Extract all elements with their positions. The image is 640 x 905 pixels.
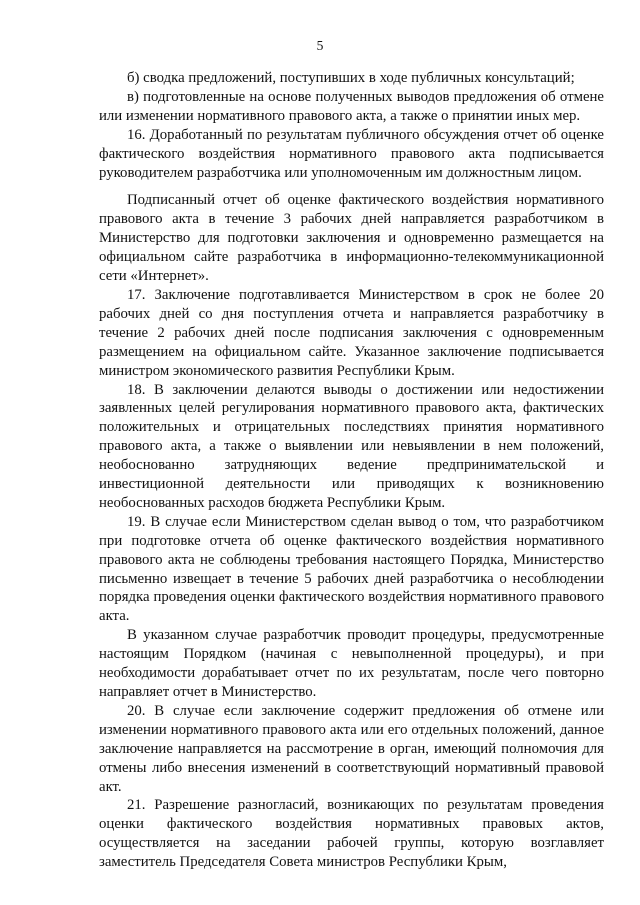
paragraph-17: 17. Заключение подготавливается Министерством в срок не более 20 рабочих дней со дня поступления отчета и направляется разработчику в течение 2 рабочих дней после подписания заключения с одновременным размещением на официальном сайте. Указанное заключение подписывается министром экономического развития Республики Крым. [99,286,604,379]
paragraph-16: 16. Доработанный по результатам публичного обсуждения отчет об оценке фактического воздействия нормативного правового акта подписывается руководителем разработчика или уполномоченным им должностным лицом. [99,126,604,181]
paragraph-subpoint-v: в) подготовленные на основе полученных выводов предложения об отмене или изменении нормативного правового акта, а также о принятии иных мер. [99,88,604,124]
page-number: 5 [316,38,324,53]
paragraph-18: 18. В заключении делаются выводы о достижении или недостижении заявленных целей регулирования нормативного правового акта, фактических положительных и отрицательных последствиях принятия нормативного правового акта, а также о выявлении или невыявлении в нем положений, необоснованно затрудняющих ведение предпринимательской и инвестиционной деятельности или приводящих к возникновению необоснованных расходов бюджета Республики Крым. [99,381,604,511]
paragraph-signed-report: Подписанный отчет об оценке фактического воздействия нормативного правового акта в течение 3 рабочих дней направляется разработчиком в Министерство для подготовки заключения и одновременно размещается на официальном сайте разработчика в информационно-телекоммуникационной сети «Интернет». [99,192,604,285]
document-body [99,69,604,872]
paragraph-19: 19. В случае если Министерством сделан вывод о том, что разработчиком при подготовке отчета об оценке фактического воздействия нормативного правового акта не соблюдены требования настоящего Порядка, Министерство письменно извещает в течение 5 рабочих дней разработчика о несоблюдении порядка проведения оценки фактического воздействия нормативного правового акта. [99,513,604,625]
paragraph-21: 21. Разрешение разногласий, возникающих по результатам проведения оценки фактического воздействия нормативных правовых актов, осуществляется на заседании рабочей группы, которую возглавляет заместитель Председателя Совета министров Республики Крым, [99,797,604,871]
paragraph-19-continuation: В указанном случае разработчик проводит процедуры, предусмотренные настоящим Порядком (начиная с невыполненной процедуры), и при необходимости дорабатывает отчет по их результатам, после чего повторно направляет отчет в Министерство. [99,627,604,700]
paragraph-subpoint-b: б) сводка предложений, поступивших в ходе публичных консультаций; [127,70,575,86]
paragraph-20: 20. В случае если заключение содержит предложения об отмене или изменении нормативного правового акта или его отдельных положений, данное заключение направляется на рассмотрение в орган, имеющий полномочия для отмены либо внесения изменений в соответствующий нормативный правовой акт. [99,702,604,795]
